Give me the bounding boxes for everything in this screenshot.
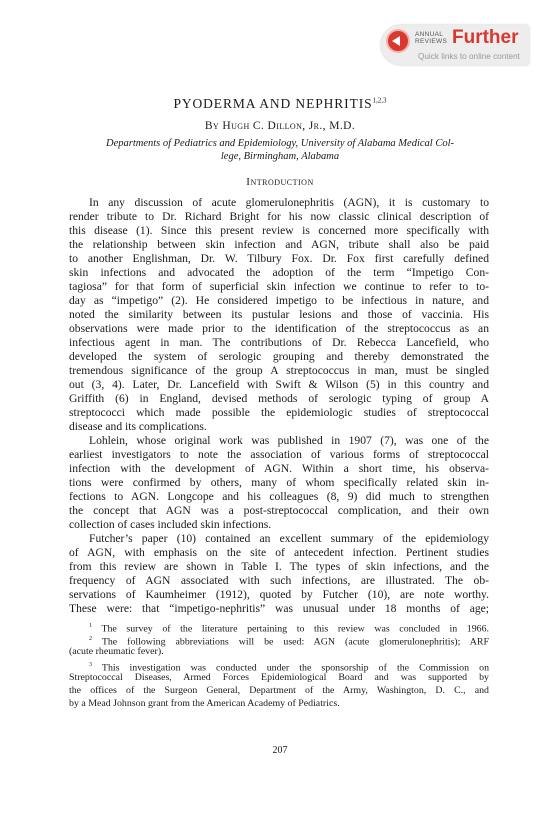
body-line: noted the similarity between its pustular lesions and those of vaccinia. His: [69, 308, 489, 321]
body-line: out (3, 4). Later, Dr. Lancefield with Swift & Wilson (5) in this country and: [69, 378, 489, 391]
author-line: By Hugh C. Dillon, Jr., M.D.: [204, 120, 356, 132]
body-line: Futcher’s paper (10) contained an excellent summary of the epidemiology: [89, 532, 489, 545]
footnote-line: by a Mead Johnson grant from the American Academy of Pediatrics.: [69, 698, 340, 709]
footnote-text: The following abbreviations will be used: AGN (acute glomerulonephritis); ARF: [101, 636, 489, 648]
body-line: the relationship between skin infection and AGN, tribute shall also be paid: [69, 238, 489, 251]
body-line: tagiosa” for that form of superficial skin infection we continue to refer to to-: [69, 280, 489, 293]
body-line: earliest investigators to note the association of various forms of streptococcal: [69, 448, 489, 461]
footnote-mark: 2: [89, 636, 92, 642]
badge-reviews: REVIEWS: [415, 38, 448, 45]
body-line: Lohlein, whose original work was published in 1907 (7), was one of the: [89, 434, 489, 447]
body-line: infectious agent in man. The contributions of Dr. Rebecca Lancefield, who: [69, 336, 489, 349]
body-line: this disease (1). Since this present review is concerned more specifically with: [69, 224, 489, 237]
body-line: render tribute to Dr. Richard Bright for his now classic clinical description of: [69, 210, 489, 223]
body-line: Griffith (6) in England, devised methods of serologic typing of group A: [69, 392, 489, 405]
body-line: collection of cases included skin infections.: [69, 518, 272, 531]
footnote-line: (acute rheumatic fever).: [69, 646, 164, 657]
section-heading: Introduction: [246, 176, 314, 188]
body-line: the concept that AGN was a post-streptococcal complication, and their own: [69, 504, 489, 517]
body-line: from this review are shown in Table I. The types of skin infections, and the: [69, 560, 489, 573]
body-line: day as “impetigo” (2). He considered impetigo to be infectious in nature, and: [69, 294, 489, 307]
badge-further: Further: [452, 27, 519, 48]
affiliation-line: Departments of Pediatrics and Epidemiology, University of Alabama Medical Col-: [105, 138, 454, 149]
page-number: 207: [272, 745, 288, 756]
body-line: tions were confirmed by others, many of whom specifically related skin in-: [69, 476, 489, 489]
affiliation: [100, 138, 460, 163]
body-line: of AGN, with emphasis on the site of antecedent infection. Pertinent studies: [69, 546, 489, 559]
annual-reviews-logo-icon: [386, 29, 410, 53]
body-line: skin infections and advocated the adoption of the term “Impetigo Con-: [69, 266, 489, 279]
body-line: infection with the development of AGN. Within a short time, his observa-: [69, 462, 489, 475]
body-line: tremendous significance of the group A streptococcus in man, must be singled: [69, 364, 489, 377]
footnote-line: the offices of the Surgeon General, Department of the Army, Washington, D. C., and: [69, 685, 489, 696]
article-title: [0, 96, 560, 112]
body-line: These were: that “impetigo-nephritis” was unusual under 18 months of age;: [69, 602, 489, 615]
body-line: developed the system of serologic grouping and thereby demonstrated the: [69, 350, 489, 363]
footnote-line: Streptococcal Diseases, Armed Forces Epidemiological Board and was supported by: [69, 672, 489, 683]
footnote-text: The survey of the literature pertaining to this review was concluded in 1966.: [101, 623, 490, 635]
body-line: frequency of AGN associated with such infections, are illustrated. The ob-: [69, 574, 489, 587]
badge-publisher: [415, 31, 447, 45]
footnote-mark: 1: [89, 623, 92, 629]
body-line: to another Englishman, Dr. W. Tilbury Fox. Dr. Fox first carefully defined: [69, 252, 489, 265]
body-line: servations of Kaumheimer (1912), quoted by Futcher (10), are note worthy.: [69, 588, 489, 601]
body-line: In any discussion of acute glomerulonephritis (AGN), it is customary to: [89, 196, 489, 209]
title-footnote-marks: 1,2,3: [372, 96, 387, 105]
body-line: fections to AGN. Longcope and his colleagues (8, 9) did much to strengthen: [69, 490, 489, 503]
badge-annual: ANNUAL: [415, 31, 444, 38]
body-line: streptococci which made possible the epidemiologic studies of streptococcal: [69, 406, 489, 419]
badge-subtitle: Quick links to online content: [418, 52, 520, 61]
body-line: observations were made prior to the identification of the streptococcus as an: [69, 322, 489, 335]
affiliation-line: lege, Birmingham, Alabama: [220, 150, 340, 162]
body-line: disease and its complications.: [69, 420, 207, 433]
footnote-mark: 3: [89, 662, 92, 668]
footnote-text: This investigation was conducted under the sponsorship of the Commission on: [101, 662, 490, 674]
further-badge[interactable]: [381, 25, 529, 65]
title-text: PYODERMA AND NEPHRITIS: [173, 96, 373, 111]
